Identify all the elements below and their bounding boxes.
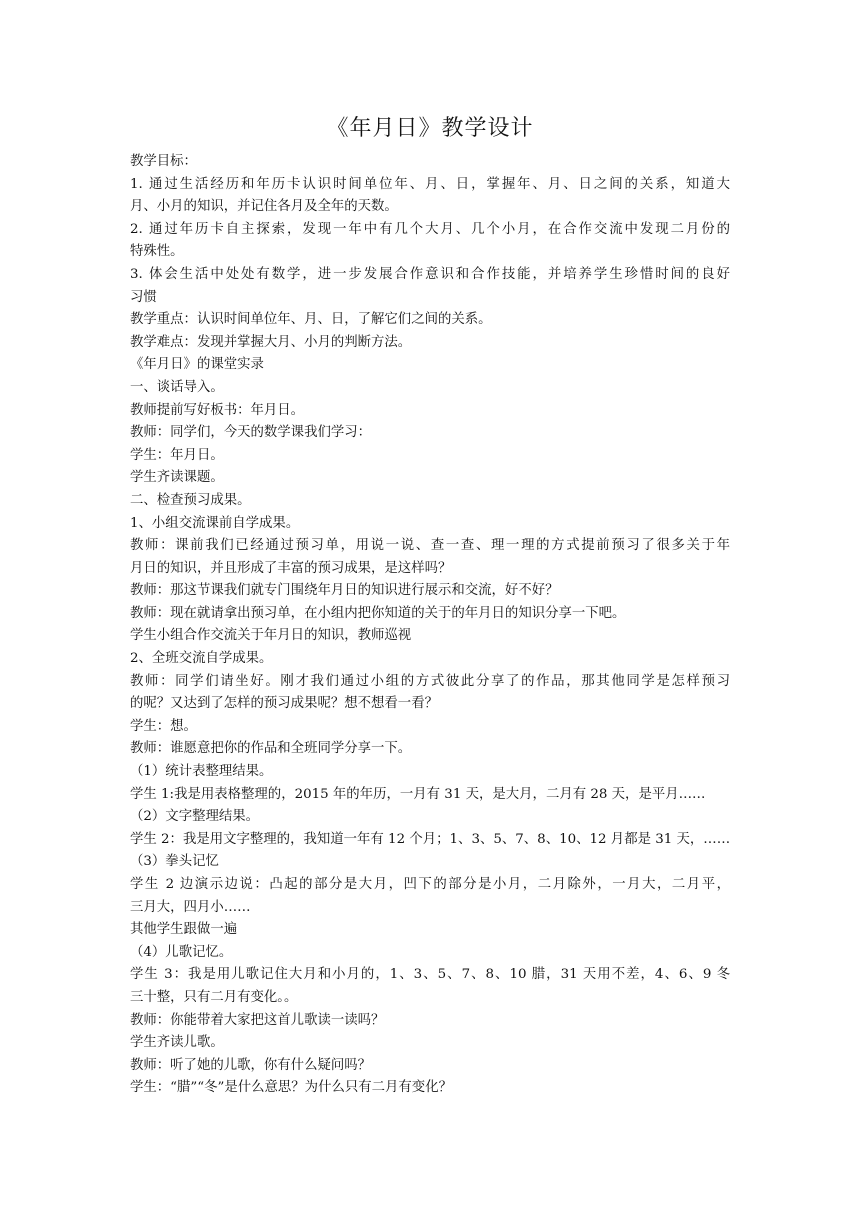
paragraph-line: 1. 通过生活经历和年历卡认识时间单位年、月、日，掌握年、月、日之间的关系，知道大	[130, 176, 730, 192]
paragraph-line: 三十整，只有二月有变化。。	[130, 989, 298, 1005]
paragraph-line: 学生齐读课题。	[130, 470, 224, 486]
paragraph-line: 学生小组合作交流关于年月日的知识，教师巡视	[130, 628, 412, 644]
paragraph-line: 教师：那这节课我们就专门围绕年月日的知识进行展示和交流，好不好？	[130, 583, 559, 599]
paragraph-line: 特殊性。	[130, 244, 184, 260]
paragraph-line: 其他学生跟做一遍	[130, 922, 238, 938]
paragraph-line: 学生 1:我是用表格整理的，2015 年的年历，一月有 31 天，是大月，二月有 28 天，是平月……	[130, 786, 706, 802]
paragraph-line: 教师：同学们请坐好。刚才我们通过小组的方式彼此分享了的作品，那其他同学是怎样预习	[130, 673, 730, 689]
paragraph-line: 学生：“腊”“冬”是什么意思？为什么只有二月有变化？	[130, 1080, 452, 1096]
paragraph-line: （2）文字整理结果。	[130, 809, 260, 825]
document-body	[130, 151, 730, 1100]
section-heading-part-two: 二、检查预习成果。	[130, 492, 251, 508]
paragraph-line: 学生 2：我是用文字整理的，我知道一年有 12 个月；1、3、5、7、8、10、12 月都是 31 天，……	[130, 831, 730, 847]
paragraph-line: 1、小组交流课前自学成果。	[130, 515, 300, 531]
paragraph-line: 2、全班交流自学成果。	[130, 651, 273, 667]
paragraph-line: 教学重点：认识时间单位年、月、日，了解它们之间的关系。	[130, 312, 492, 328]
paragraph-line: 教学难点：发现并掌握大月、小月的判断方法。	[130, 334, 412, 350]
paragraph-line: （3）拳头记忆	[130, 854, 219, 870]
paragraph-line: 月、小月的知识，并记住各月及全年的天数。	[130, 199, 398, 215]
paragraph-line: 教师：同学们，今天的数学课我们学习：	[130, 425, 372, 441]
paragraph-line: 教师：现在就请拿出预习单，在小组内把你知道的关于的年月日的知识分享一下吧。	[130, 605, 626, 621]
paragraph-line: 习惯	[130, 289, 157, 305]
paragraph-line: 教师提前写好板书：年月日。	[130, 402, 305, 418]
paragraph-line: 学生 2 边演示边说：凸起的部分是大月，凹下的部分是小月，二月除外，一月大，二月平，	[130, 877, 730, 892]
paragraph-line: 月日的知识，并且形成了丰富的预习成果，是这样吗？	[130, 560, 452, 576]
paragraph-line: （4）儿歌记忆。	[130, 944, 233, 960]
paragraph-line: 3. 体会生活中处处有数学，进一步发展合作意识和合作技能，并培养学生珍惜时间的良好	[130, 266, 730, 282]
section-heading-part-one: 一、谈话导入。	[130, 379, 224, 395]
paragraph-line: 教师：谁愿意把你的作品和全班同学分享一下。	[130, 741, 412, 757]
paragraph-line: 学生：年月日。	[130, 447, 224, 463]
paragraph-line: 教师：听了她的儿歌，你有什么疑问吗？	[130, 1057, 372, 1073]
paragraph-line: 2. 通过年历卡自主探索，发现一年中有几个大月、几个小月，在合作交流中发现二月份的	[130, 221, 730, 237]
paragraph-line: （1）统计表整理结果。	[130, 764, 273, 780]
paragraph-line: 教师：课前我们已经通过预习单，用说一说、查一查、理一理的方式提前预习了很多关于年	[130, 538, 730, 554]
paragraph-line: 教师：你能带着大家把这首儿歌读一读吗？	[130, 1012, 385, 1028]
paragraph-line: 学生齐读儿歌。	[130, 1035, 224, 1051]
paragraph-line: 学生：想。	[130, 718, 197, 734]
section-heading-record: 《年月日》的课堂实录	[130, 357, 264, 373]
document-title: 《年月日》教学设计	[326, 116, 534, 141]
section-heading-objectives: 教学目标：	[130, 154, 197, 169]
paragraph-line: 学生 3：我是用儿歌记住大月和小月的，1、3、5、7、8、10 腊，31 天用不差，4、6、9 冬	[130, 967, 730, 983]
paragraph-line: 的呢？又达到了怎样的预习成果呢？想不想看一看？	[130, 696, 438, 712]
paragraph-line: 三月大，四月小……	[130, 899, 251, 915]
